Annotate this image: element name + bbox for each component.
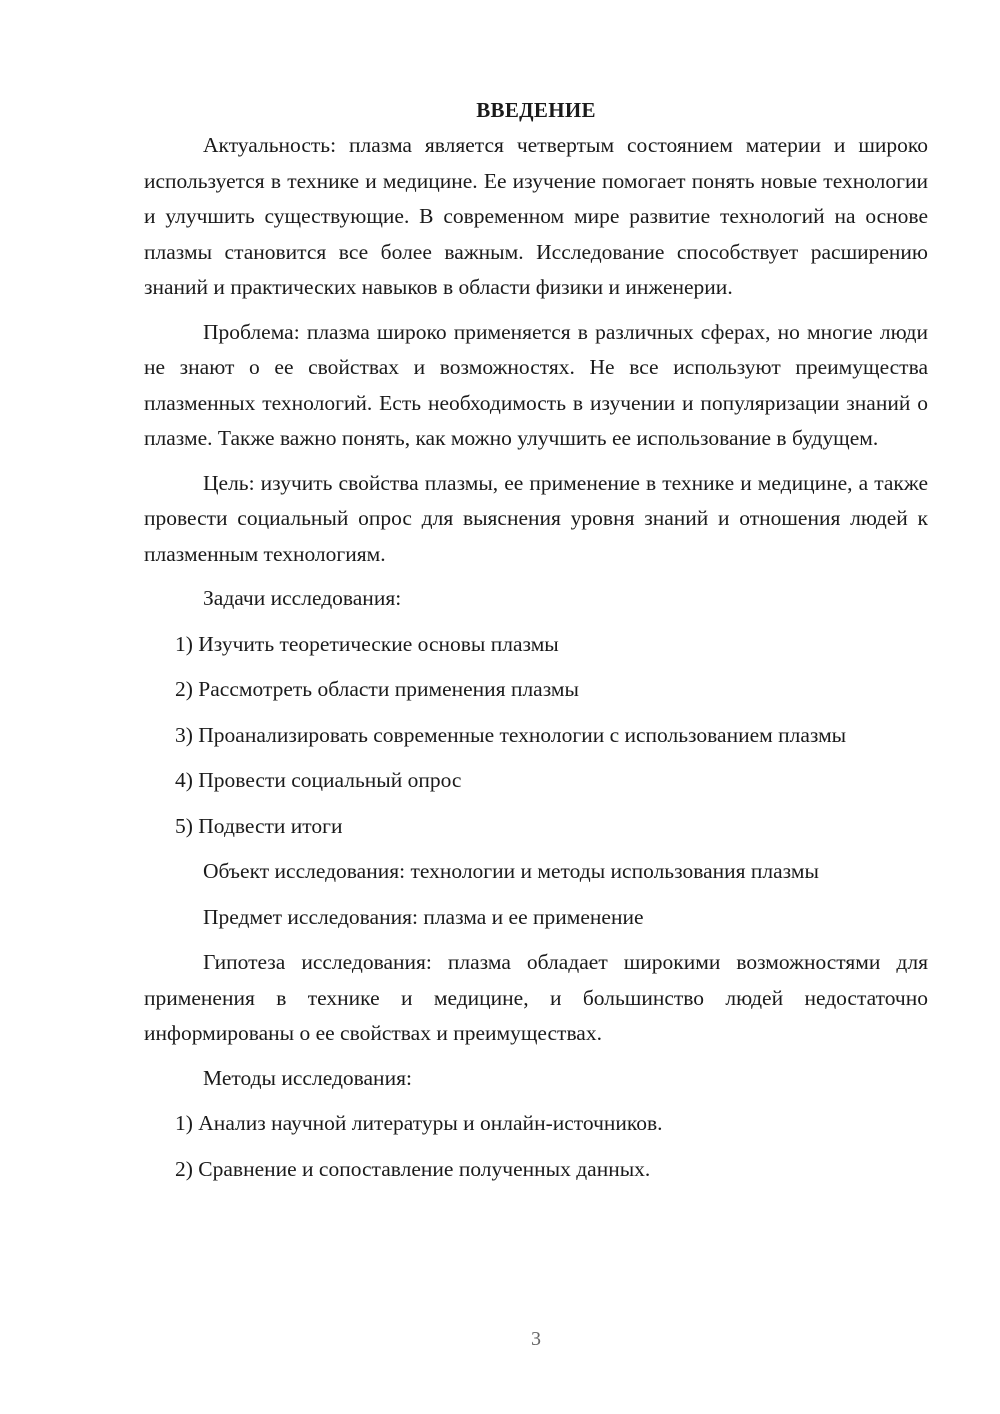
paragraph-problem: Проблема: плазма широко применяется в различных сферах, но многие люди не знают о ее свойствах и возможностях. Не все используют преимущества плазменных технологий. Есть необходимость в изучении и популяризации знаний о плазме. Также важно понять, как можно улучшить ее использование в будущем. bbox=[144, 319, 928, 450]
paragraph-goal: Цель: изучить свойства плазмы, ее применение в технике и медицине, а также провести социальный опрос для выяснения уровня знаний и отношения людей к плазменным технологиям. bbox=[144, 470, 928, 566]
paragraph-relevance: Актуальность: плазма является четвертым состоянием материи и широко используется в технике и медицине. Ее изучение помогает понять новые технологии и улучшить существующие. В современном мире развитие технологий на основе плазмы становится все более важным. Исследование способствует расширению знаний и практических навыков в области физики и инженерии. bbox=[144, 133, 928, 299]
page-number: 3 bbox=[531, 1328, 541, 1350]
tasks-heading: Задачи исследования: bbox=[203, 586, 402, 610]
method-item: 1) Анализ научной литературы и онлайн-источников. bbox=[175, 1111, 663, 1135]
method-item: 2) Сравнение и сопоставление полученных данных. bbox=[175, 1156, 651, 1181]
task-item: 2) Рассмотреть области применения плазмы bbox=[175, 677, 579, 701]
document-page bbox=[144, 94, 928, 1197]
paragraph-hypothesis: Гипотеза исследования: плазма обладает широкими возможностями для применения в технике и медицине, и большинство людей недостаточно информированы о ее свойствах и преимуществах. bbox=[144, 950, 928, 1045]
research-object: Объект исследования: технологии и методы использования плазмы bbox=[203, 859, 819, 883]
research-subject: Предмет исследования: плазма и ее применение bbox=[203, 904, 644, 929]
methods-heading: Методы исследования: bbox=[203, 1065, 412, 1090]
task-item: 3) Проанализировать современные технологии с использованием плазмы bbox=[175, 722, 847, 747]
section-title: ВВЕДЕНИЕ bbox=[476, 98, 596, 122]
task-item: 4) Провести социальный опрос bbox=[175, 768, 462, 792]
task-item: 5) Подвести итоги bbox=[175, 813, 343, 838]
task-item: 1) Изучить теоретические основы плазмы bbox=[175, 631, 559, 656]
